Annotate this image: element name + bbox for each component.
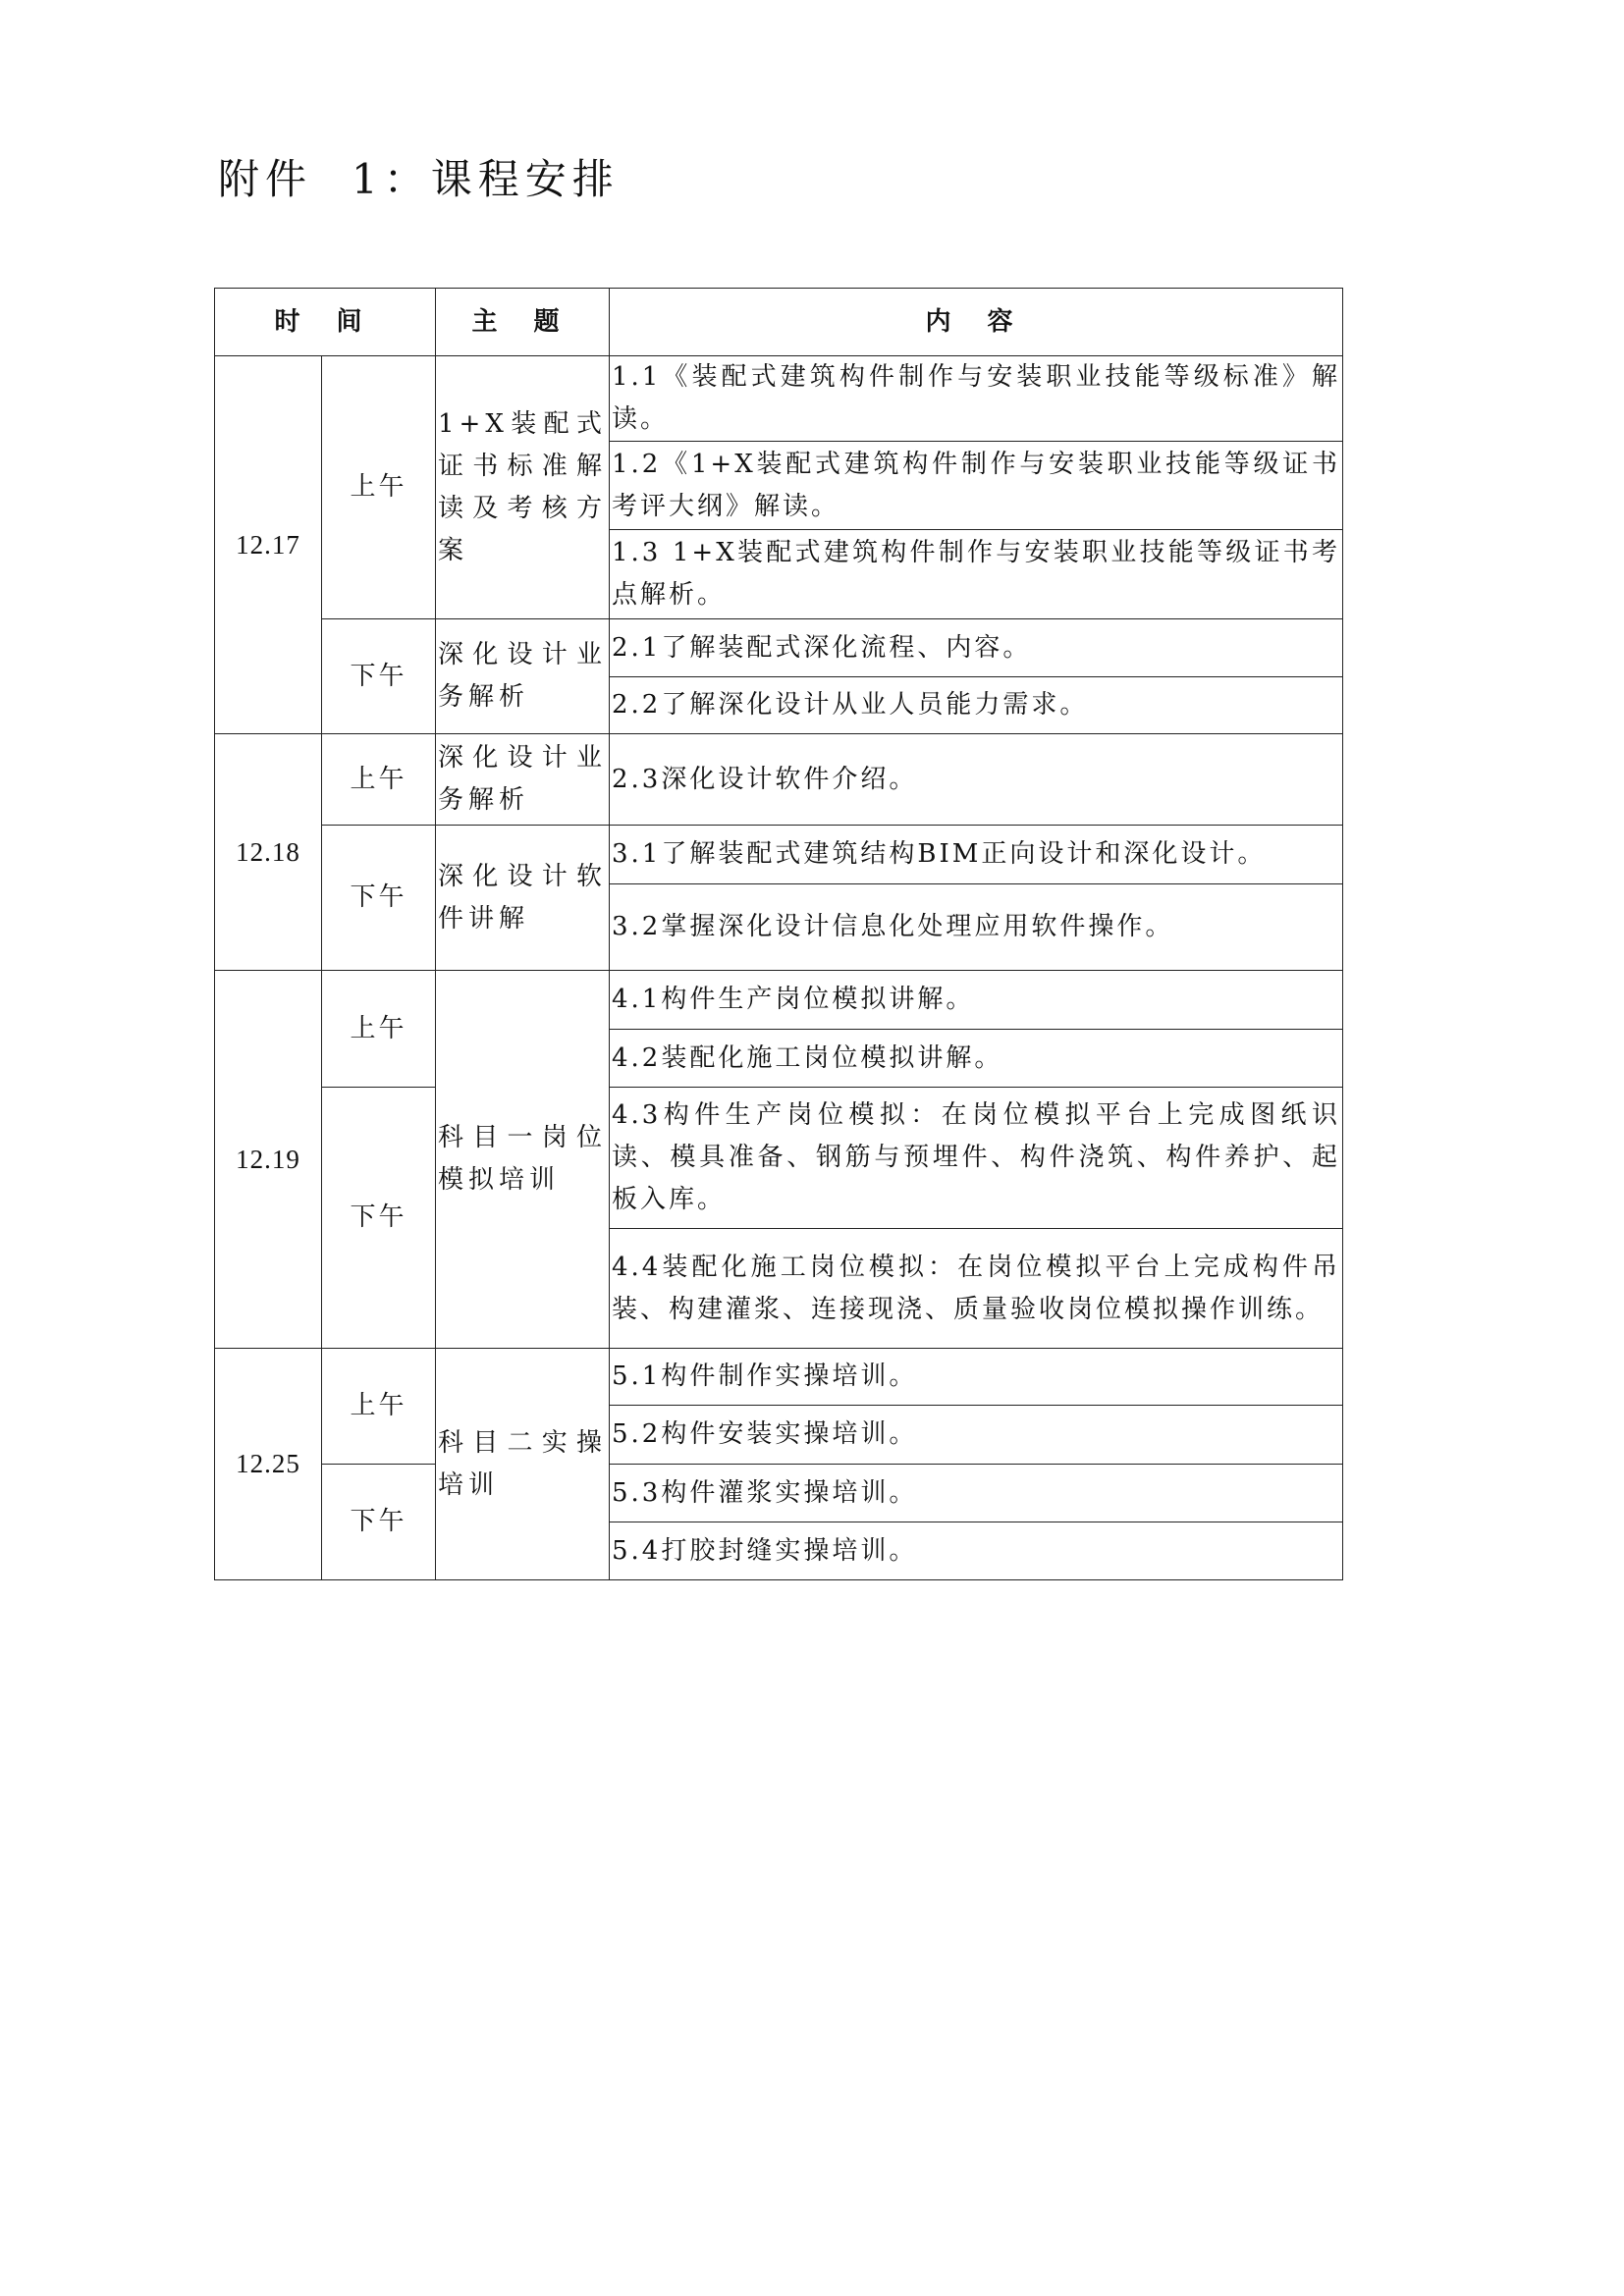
content-cell: 4.1构件生产岗位模拟讲解。 <box>610 971 1343 1030</box>
table-row <box>215 356 1343 442</box>
title-prefix: 附件 <box>218 155 313 203</box>
content-cell: 1.3 1+X装配式建筑构件制作与安装职业技能等级证书考点解析。 <box>610 530 1343 619</box>
topic-cell: 深化设计业务解析 <box>436 619 610 734</box>
period-cell: 上午 <box>322 1349 436 1465</box>
table-row <box>215 1465 1343 1522</box>
period-cell: 下午 <box>322 826 436 971</box>
content-cell: 3.1了解装配式建筑结构BIM正向设计和深化设计。 <box>610 826 1343 884</box>
period-cell: 上午 <box>322 356 436 619</box>
content-cell: 3.2掌握深化设计信息化处理应用软件操作。 <box>610 884 1343 971</box>
topic-cell: 深化设计业务解析 <box>436 734 610 826</box>
period-cell: 下午 <box>322 1088 436 1349</box>
content-cell: 5.4打胶封缝实操培训。 <box>610 1522 1343 1580</box>
topic-cell: 深化设计软件讲解 <box>436 826 610 971</box>
content-cell: 4.3构件生产岗位模拟：在岗位模拟平台上完成图纸识读、模具准备、钢筋与预埋件、构件浇筑、构件养护、起板入库。 <box>610 1088 1343 1229</box>
header-row <box>215 289 1343 356</box>
header-content: 内 容 <box>610 289 1343 356</box>
table-row <box>215 826 1343 884</box>
content-cell: 5.1构件制作实操培训。 <box>610 1349 1343 1406</box>
header-time: 时 间 <box>215 289 436 356</box>
page-title <box>218 147 620 206</box>
content-cell: 5.3构件灌浆实操培训。 <box>610 1465 1343 1522</box>
content-cell: 2.1了解装配式深化流程、内容。 <box>610 619 1343 677</box>
topic-cell: 科目二实操培训 <box>436 1349 610 1580</box>
date-cell: 12.25 <box>215 1349 322 1580</box>
period-cell: 下午 <box>322 619 436 734</box>
topic-cell: 科目一岗位模拟培训 <box>436 971 610 1349</box>
content-cell: 4.4装配化施工岗位模拟：在岗位模拟平台上完成构件吊装、构建灌浆、连接现浇、质量验收岗位模拟操作训练。 <box>610 1229 1343 1349</box>
table-row <box>215 971 1343 1030</box>
period-cell: 上午 <box>322 734 436 826</box>
table-row <box>215 619 1343 677</box>
content-cell: 1.2《1+X装配式建筑构件制作与安装职业技能等级证书考评大纲》解读。 <box>610 442 1343 530</box>
title-text: 1：课程安排 <box>352 155 620 203</box>
period-cell: 上午 <box>322 971 436 1088</box>
content-cell: 2.2了解深化设计从业人员能力需求。 <box>610 677 1343 734</box>
topic-cell: 1+X装配式证书标准解读及考核方案 <box>436 356 610 619</box>
date-cell: 12.19 <box>215 971 322 1349</box>
header-topic: 主 题 <box>436 289 610 356</box>
content-cell: 5.2构件安装实操培训。 <box>610 1406 1343 1465</box>
table-row <box>215 734 1343 826</box>
table-row <box>215 1349 1343 1406</box>
content-cell: 4.2装配化施工岗位模拟讲解。 <box>610 1030 1343 1088</box>
content-cell: 1.1《装配式建筑构件制作与安装职业技能等级标准》解读。 <box>610 356 1343 442</box>
date-cell: 12.18 <box>215 734 322 971</box>
content-cell: 2.3深化设计软件介绍。 <box>610 734 1343 826</box>
table-row <box>215 1088 1343 1229</box>
period-cell: 下午 <box>322 1465 436 1580</box>
date-cell: 12.17 <box>215 356 322 734</box>
course-schedule-table <box>214 288 1343 1580</box>
